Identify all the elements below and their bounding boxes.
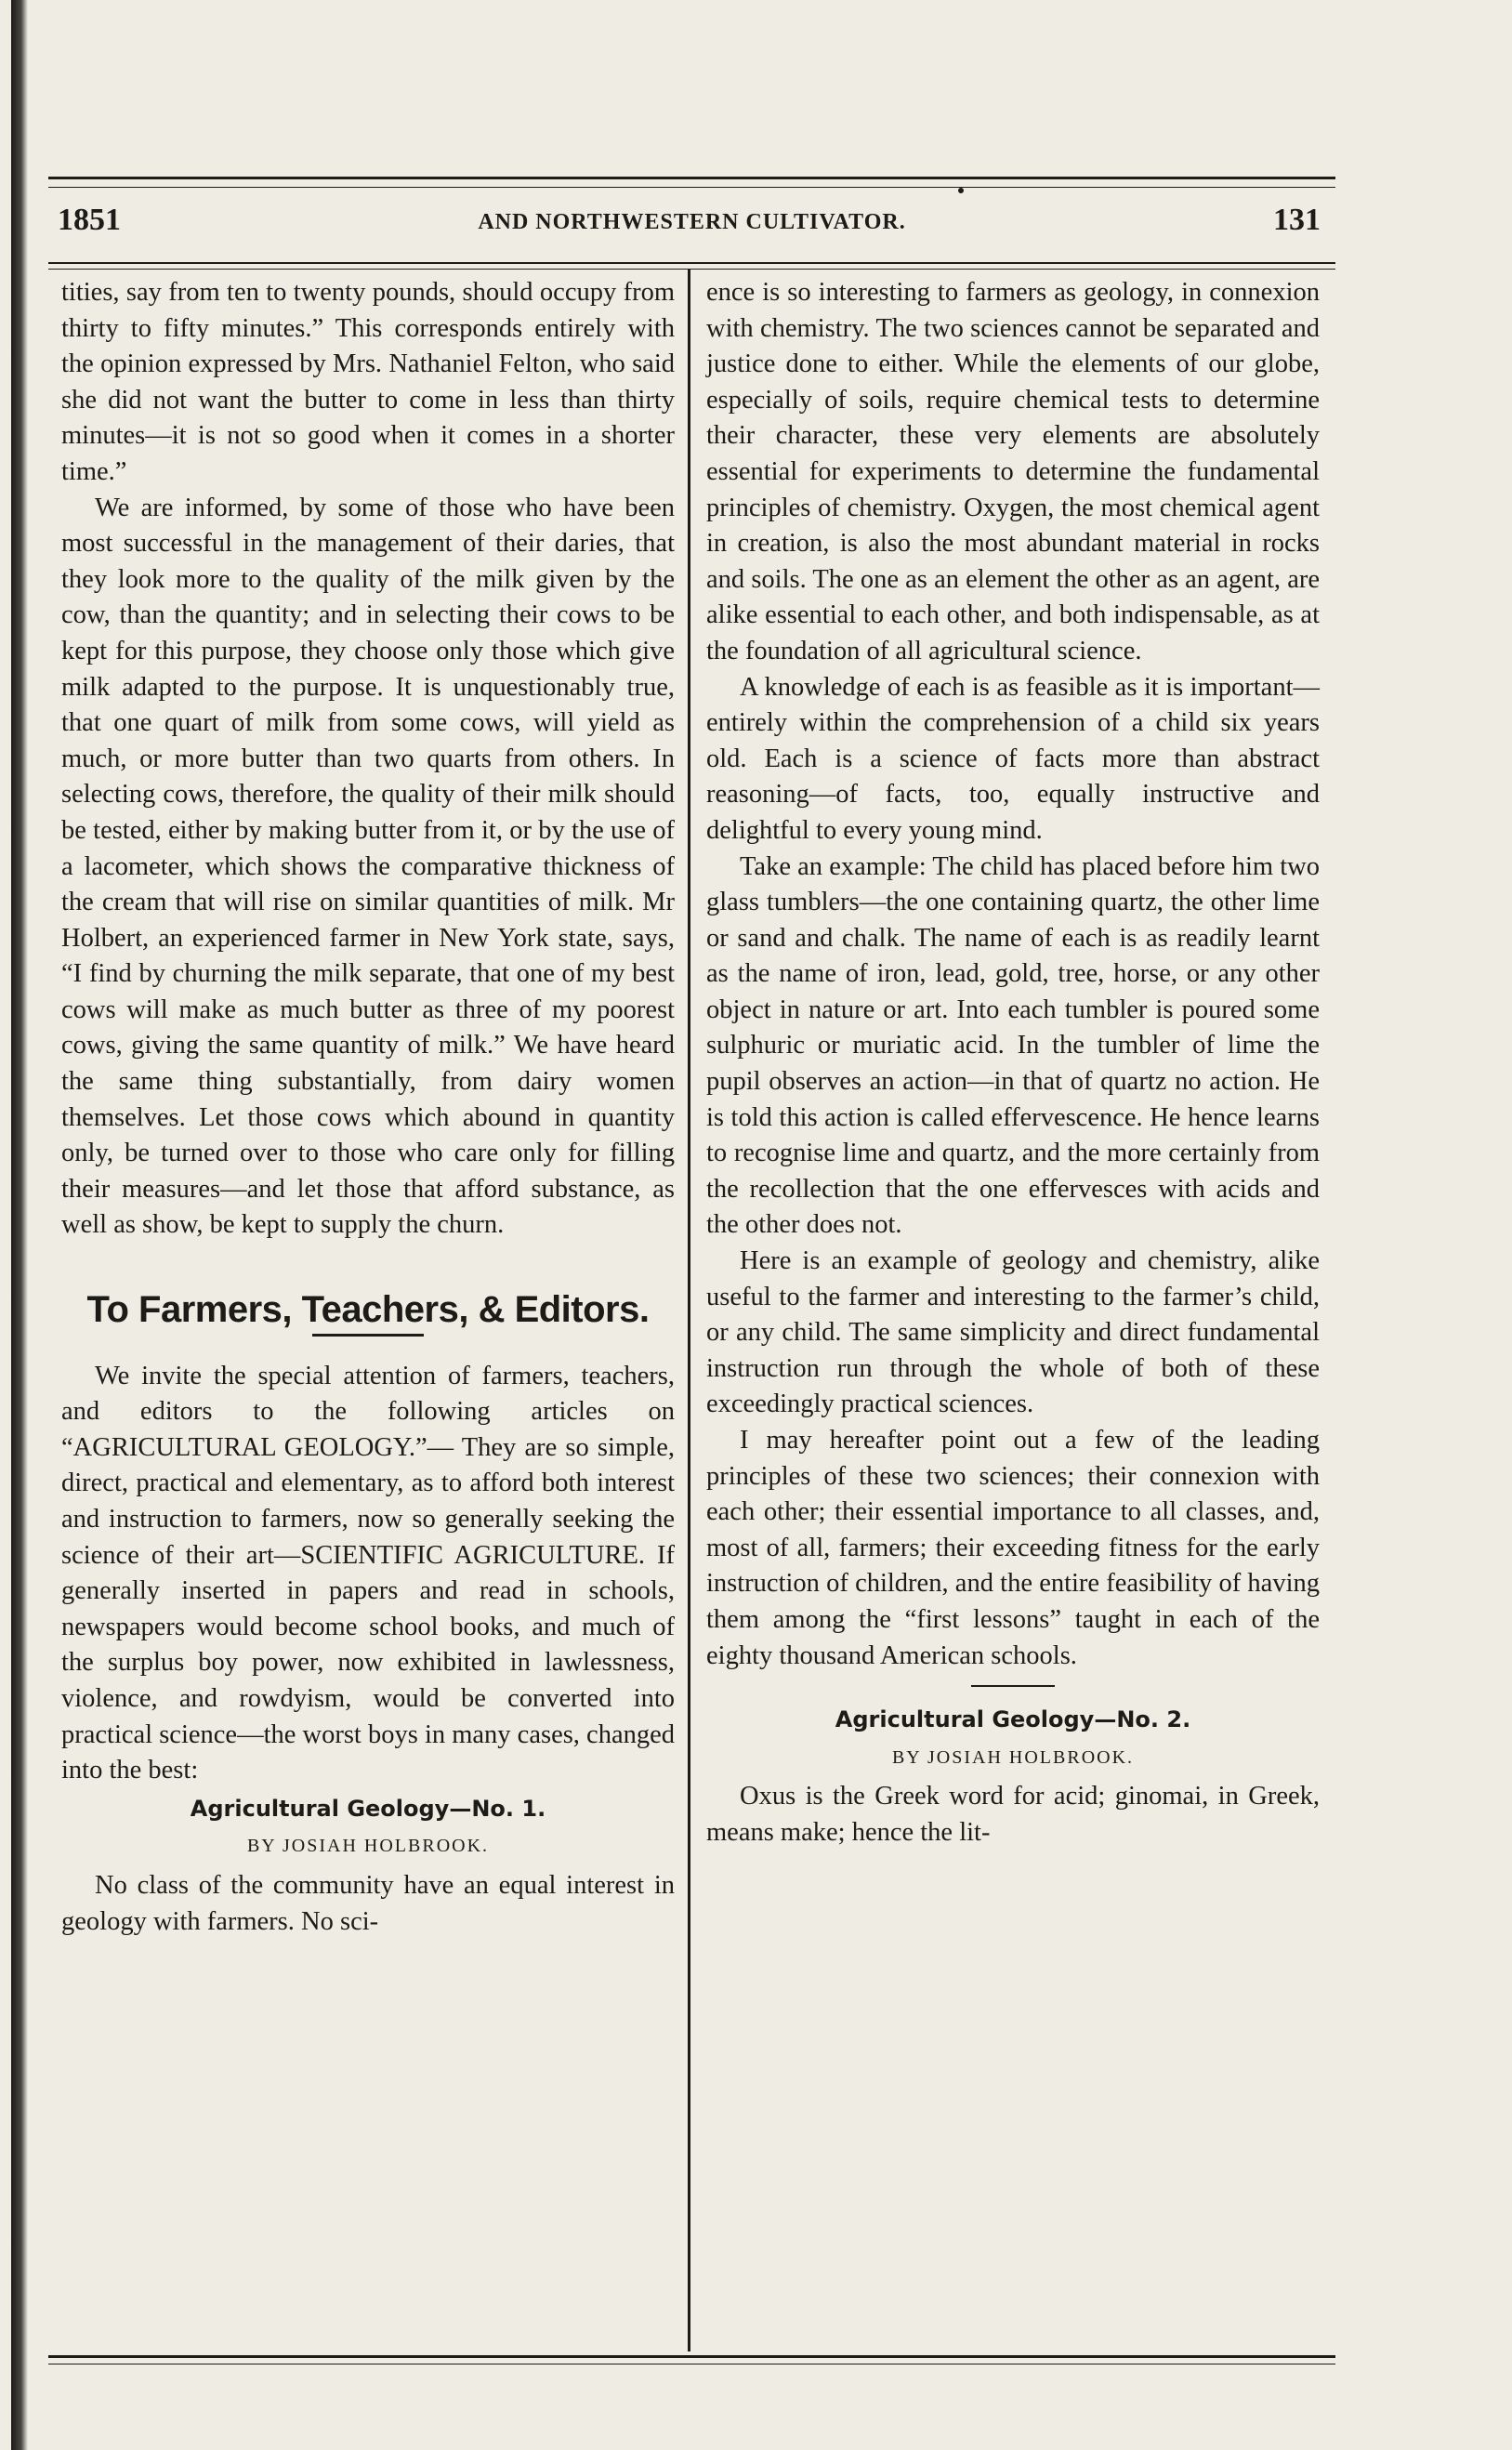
left-paragraph-4: No class of the community have an equal interest in geology with farmers. No sci- (61, 1870, 675, 1936)
header-title: AND NORTHWESTERN CULTIVATOR. (478, 210, 906, 234)
left-paragraph-1: tities, say from ten to twenty pounds, should occupy from thirty to fifty minutes.” This corresponds entirely with the opinion expressed by Mrs. Nathaniel Felton, who said she did not want the butter to come in less than thirty minutes—it is not so good when it comes in a shorter time.” (61, 278, 675, 486)
byline-1: BY JOSIAH HOLBROOK. (246, 1836, 490, 1857)
page-binding-edge (11, 0, 28, 2450)
right-paragraph-3: Take an example: The child has placed before him two glass tumblers—the one containing quartz, the other lime or sand and chalk. The name of each is as readily learnt as the name of iron, lead, gold, tree, horse, or any other object in nature or art. Into each tumbler is poured some sulphuric or muriatic acid. In the tumbler of lime the pupil observes an action—in that of quartz no action. He is told this action is called effervescence. He hence learns to recognise lime and quartz, and the more certainly from the recollection that the one effervesces with acids and the other does not. (706, 851, 1320, 1240)
left-paragraph-2: We are informed, by some of those who have been most successful in the management of their daries, that they look more to the quality of the milk given by the cow, than the quantity; and in selecting their cows to be kept for this purpose, they choose only those which give milk adapted to the purpose. It is unquestionably true, that one quart of milk from some cows, will yield as much, or more butter than two quarts from others. In selecting cows, therefore, the quality of their milk should be tested, either by making butter from it, or by the use of a lacometer, which shows the comparative thickness of the cream that will rise on similar quantities of milk. Mr Holbert, an experienced farmer in New York state, says, “I find by churning the milk separate, that one of my best cows will make as much butter as three of my poorest cows, giving the same quantity of milk.” We have heard the same thing substantially, from dairy women themselves. Let those cows which abound in quantity only, be turned over to those who care only for filling their measures—and let those that afford substance, as well as show, be kept to supply the churn. (61, 493, 675, 1240)
section-title: To Farmers, Teachers, & Editors. (86, 1289, 650, 1331)
bottom-rule (48, 2355, 1335, 2364)
newspaper-page (48, 177, 1335, 2389)
top-rule (48, 177, 1335, 188)
header-rule (48, 262, 1335, 270)
right-paragraph-2: A knowledge of each is as feasible as it is important—entirely within the comprehension of a child six years old. Each is a science of facts more than abstract reasoning—of facts, too, equally instructive and delightful to every young mind. (706, 672, 1320, 845)
series-title-1: Agricultural Geology—No. 1. (190, 1795, 546, 1822)
right-paragraph-4: Here is an example of geology and chemistry, alike useful to the farmer and interesting to the farmer’s child, or any child. The same simplicity and direct fundamental instruction run through the whole of both of these exceedingly practical sciences. (706, 1246, 1320, 1419)
right-paragraph-5: I may hereafter point out a few of the leading principles of these two sciences; their connexion with each other; their essential importance to all classes, and, most of all, farmers; their exceeding fitness for the early instruction of children, and the entire feasibility of having them among the “first lessons” taught in each of the eighty thousand American schools. (706, 1426, 1320, 1670)
left-column (61, 275, 675, 1940)
byline-2: BY JOSIAH HOLBROOK. (891, 1746, 1135, 1768)
series-title-2: Agricultural Geology—No. 2. (835, 1706, 1191, 1733)
header-page-number: 131 (1273, 203, 1321, 237)
article-separator (971, 1685, 1055, 1687)
left-paragraph-3: We invite the special attention of farmers, teachers, and editors to the following articles on “AGRICULTURAL GEOLOGY.”— They are so simple, direct, practical and elementary, as to afford both interest and instruction to farmers, now so generally seeking the science of their art—SCIENTIFIC AGRICULTURE. If generally inserted in papers and read in schools, newspapers would become school books, and much of the surplus boy power, now exhibited in lawlessness, violence, and rowdyism, would be converted into practical science—the worst boys in many cases, changed into the best: (61, 1361, 676, 1785)
column-divider (688, 270, 690, 2351)
ink-dot (958, 188, 964, 193)
right-paragraph-6: Oxus is the Greek word for acid; ginomai, in Greek, means make; hence the lit- (706, 1782, 1320, 1847)
right-column (706, 275, 1320, 1851)
header-year: 1851 (58, 203, 121, 237)
section-rule (312, 1334, 424, 1337)
right-paragraph-1: ence is so interesting to farmers as geology, in connexion with chemistry. The two sciences cannot be separated and justice done to either. While the elements of our globe, especially of soils, require chemical tests to determine their character, these very elements are absolutely essential for experiments to determine the fundamental principles of chemistry. Oxygen, the most chemical agent in creation, is also the most abundant material in rocks and soils. The one as an element the other as an agent, are alike essential to each other, and both indispensable, as at the foundation of all agricultural science. (706, 278, 1320, 665)
page-header (48, 203, 1335, 249)
